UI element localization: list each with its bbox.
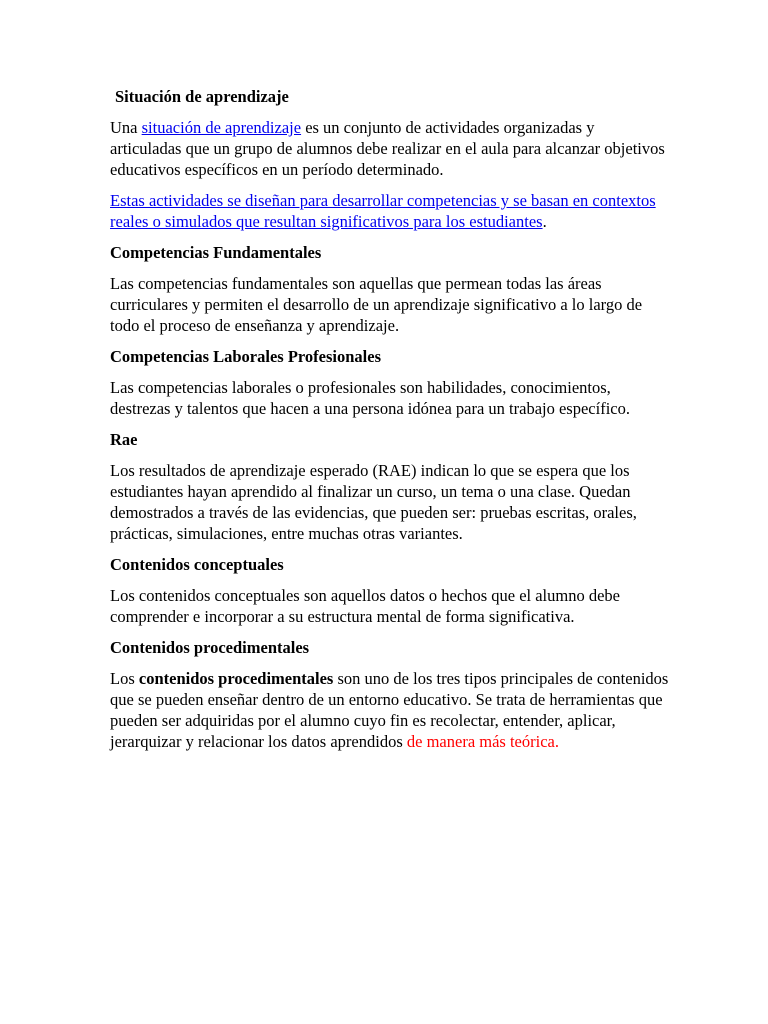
- paragraph-competencias-laborales: Las competencias laborales o profesionales son habilidades, conocimientos, destrezas y talentos que hacen a una persona idónea para un trabajo específico.: [110, 378, 630, 418]
- section-heading-rae: Rae: [110, 430, 138, 449]
- section-heading-competencias-laborales: Competencias Laborales Profesionales: [110, 347, 382, 366]
- text-fragment: Una: [110, 118, 142, 137]
- section-heading-contenidos-procedimentales: Contenidos procedimentales: [110, 638, 310, 657]
- paragraph-competencias-fundamentales: Las competencias fundamentales son aquellas que permean todas las áreas curriculares y permiten el desarrollo de un aprendizaje significativo a lo largo de todo el proceso de enseñanza y aprendizaje.: [110, 274, 643, 335]
- section-heading-contenidos-conceptuales: Contenidos conceptuales: [110, 555, 284, 574]
- paragraph-situacion-definition: [110, 117, 670, 180]
- document-page: [110, 86, 670, 762]
- section-heading-competencias-fundamentales: Competencias Fundamentales: [110, 243, 322, 262]
- text-fragment: son uno de los tres tipos principales de contenidos que se pueden enseñar dentro de un entorno educativo. Se trata de herramientas que pueden ser adquiridas por el alumno cuyo fin es recolectar, entender, aplicar, jerarquizar y relacionar los datos aprendidos: [110, 669, 669, 751]
- bold-term: contenidos procedimentales: [138, 669, 334, 688]
- link-situacion-de-aprendizaje[interactable]: situación de aprendizaje: [141, 118, 302, 137]
- paragraph-contenidos-procedimentales: [110, 668, 670, 752]
- paragraph-contenidos-conceptuales: Los contenidos conceptuales son aquellos datos o hechos que el alumno debe comprender e incorporar a su estructura mental de forma significativa.: [110, 586, 620, 626]
- text-fragment: Los: [110, 669, 139, 688]
- text-fragment: es un conjunto de actividades organizadas y articuladas que un grupo de alumnos debe realizar en el aula para alcanzar objetivos educativos específicos en un período determinado.: [110, 118, 665, 179]
- link-estas-actividades[interactable]: Estas actividades se diseñan para desarrollar competencias y se basan en contextos reales o simulados que resultan significativos para los estudiantes: [110, 191, 656, 231]
- red-highlight-text: de manera más teórica.: [406, 732, 559, 751]
- text-fragment: .: [542, 212, 547, 231]
- section-heading-situacion: Situación de aprendizaje: [115, 87, 289, 106]
- paragraph-actividades: [110, 190, 670, 232]
- paragraph-rae: Los resultados de aprendizaje esperado (RAE) indican lo que se espera que los estudiantes hayan aprendido al finalizar un curso, un tema o una clase. Quedan demostrados a través de las evidencias, que pueden ser: pruebas escritas, orales, prácticas, simulaciones, entre muchas otras variantes.: [110, 461, 637, 543]
